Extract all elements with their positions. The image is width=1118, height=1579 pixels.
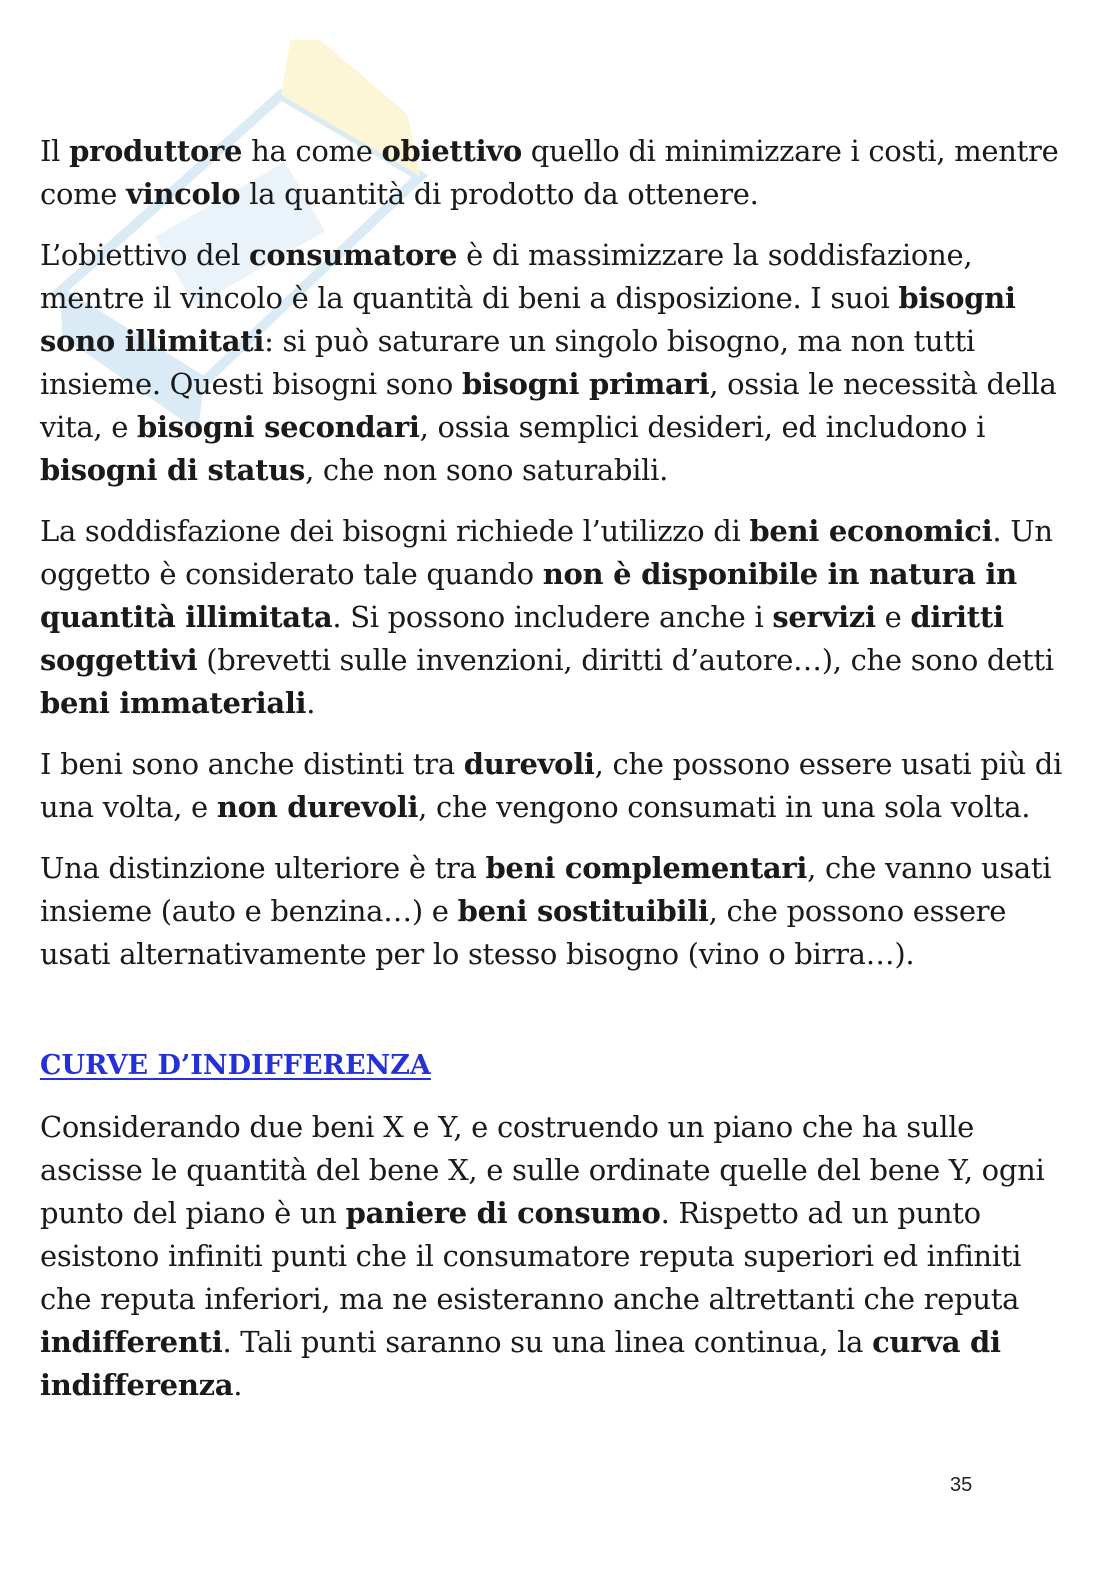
text-run: . xyxy=(306,686,316,720)
bold-term: beni complementari xyxy=(485,851,808,885)
bold-term: durevoli xyxy=(463,747,595,781)
bold-term: diritti soggettivi xyxy=(40,600,1004,677)
paragraph xyxy=(40,847,1070,976)
paragraph xyxy=(40,743,1070,829)
text-run: : si può saturare un singolo bisogno, ma non tutti insieme. Questi bisogni sono xyxy=(40,324,975,401)
text-run: e xyxy=(875,600,911,634)
text-run: , ossia le necessità della vita, e xyxy=(40,367,1057,444)
bold-term: vincolo xyxy=(126,177,241,211)
bold-term: beni immateriali xyxy=(40,686,307,720)
paragraph xyxy=(40,1106,1070,1407)
text-run: . Si possono includere anche i xyxy=(332,600,773,634)
text-run: I beni sono anche distinti tra xyxy=(40,747,464,781)
text-run: quello di minimizzare i costi, mentre come xyxy=(40,134,1059,211)
text-run: (brevetti sulle invenzioni, diritti d’autore…), che sono detti xyxy=(197,643,1054,677)
bold-term: bisogni sono illimitati xyxy=(40,281,1016,358)
bold-term: curva di indifferenza xyxy=(40,1325,1001,1402)
paragraph xyxy=(40,510,1070,725)
bold-term: obiettivo xyxy=(381,134,522,168)
bold-term: beni sostituibili xyxy=(457,894,709,928)
page-content xyxy=(40,130,1070,1425)
text-run: , che vanno usati insieme (auto e benzina…) e xyxy=(40,851,1052,928)
text-run: . xyxy=(233,1368,243,1402)
bold-term: produttore xyxy=(69,134,243,168)
text-run: , ossia semplici desideri, ed includono i xyxy=(419,410,986,444)
bold-term: bisogni di status xyxy=(40,453,306,487)
text-run: , che possono essere usati più di una volta, e xyxy=(40,747,1062,824)
text-run: . Rispetto ad un punto esistono infiniti punti che il consumatore reputa superiori ed infiniti che reputa inferiori, ma ne esisteranno anche altrettanti che reputa xyxy=(40,1196,1022,1316)
text-run: Il xyxy=(40,134,70,168)
text-run: è di massimizzare la soddisfazione, mentre il vincolo è la quantità di beni a disposizione. I suoi xyxy=(40,238,973,315)
paragraph-group-main xyxy=(40,130,1070,976)
text-run: , che possono essere usati alternativamente per lo stesso bisogno (vino o birra…). xyxy=(40,894,1007,971)
text-run: . Tali punti saranno su una linea continua, la xyxy=(222,1325,873,1359)
bold-term: bisogni secondari xyxy=(137,410,420,444)
text-run: la quantità di prodotto da ottenere. xyxy=(240,177,759,211)
page-number: 35 xyxy=(950,1474,973,1496)
text-run: , che vengono consumati in una sola volta. xyxy=(418,790,1031,824)
text-run: Considerando due beni X e Y, e costruendo un piano che ha sulle ascisse le quantità del bene X, e sulle ordinate quelle del bene Y, ogni punto del piano è un xyxy=(40,1110,1045,1230)
text-run: . Un oggetto è considerato tale quando xyxy=(40,514,1053,591)
text-run: ha come xyxy=(242,134,382,168)
bold-term: non durevoli xyxy=(216,790,419,824)
bold-term: consumatore xyxy=(249,238,458,272)
bold-term: indifferenti xyxy=(40,1325,223,1359)
paragraph xyxy=(40,130,1070,216)
paragraph xyxy=(40,234,1070,492)
bold-term: non è disponibile in natura in quantità illimitata xyxy=(40,557,1017,634)
bold-term: servizi xyxy=(772,600,876,634)
bold-term: paniere di consumo xyxy=(345,1196,661,1230)
text-run: Una distinzione ulteriore è tra xyxy=(40,851,486,885)
bold-term: bisogni primari xyxy=(461,367,710,401)
section-heading[interactable]: CURVE D’INDIFFERENZA xyxy=(40,1050,431,1081)
text-run: , che non sono saturabili. xyxy=(305,453,668,487)
text-run: La soddisfazione dei bisogni richiede l’utilizzo di xyxy=(40,514,750,548)
bold-term: beni economici xyxy=(749,514,993,548)
paragraph-group-indifference-curves xyxy=(40,1106,1070,1407)
text-run: L’obiettivo del xyxy=(40,238,250,272)
